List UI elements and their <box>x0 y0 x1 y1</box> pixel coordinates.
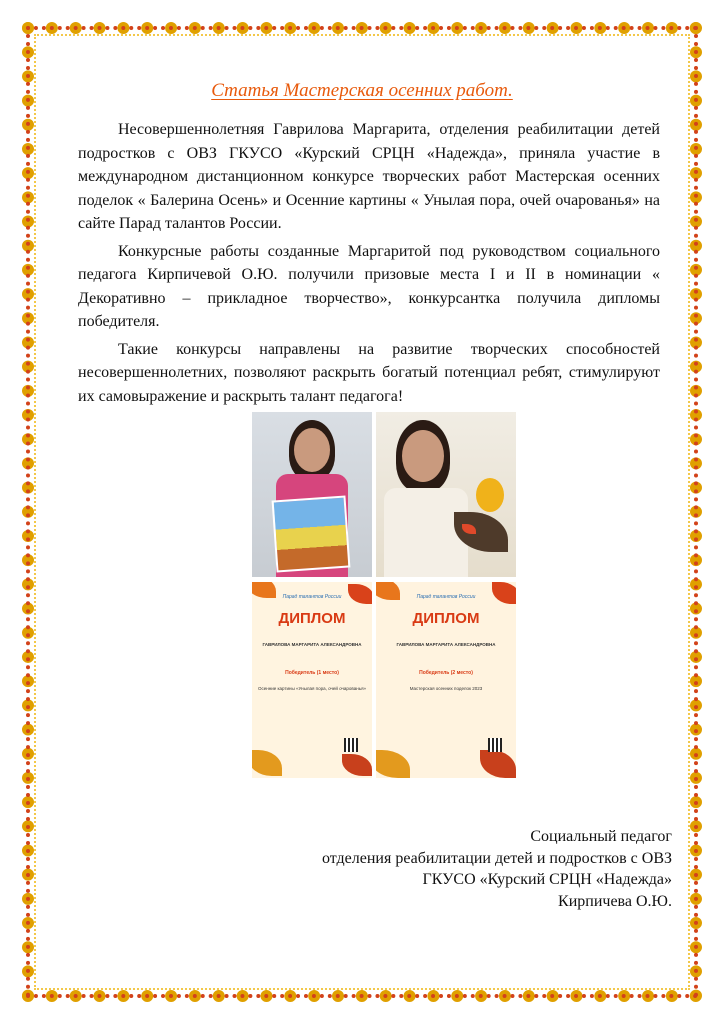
diploma-first-place <box>252 582 372 778</box>
signature-position: Социальный педагог <box>530 828 672 845</box>
diploma-place: Победитель (2 место) <box>419 670 473 676</box>
article-title: Статья Мастерская осенних работ. <box>211 80 513 101</box>
leaf-shape <box>480 750 516 778</box>
photo-collage <box>252 412 516 778</box>
autumn-painting-shape <box>272 496 351 573</box>
diploma-header: Парад талантов России <box>416 594 476 600</box>
paragraph-3: Такие конкурсы направлены на развитие творческих способностей несовершеннолетних, позволяют раскрыть богатый потенциал ребят, стимулируют их самовыражение и раскрыть талант педагога! <box>78 340 660 405</box>
leaf-shape <box>492 582 516 604</box>
signature-name: Кирпичева О.Ю. <box>558 892 672 910</box>
diploma-word: ДИПЛОМ <box>412 610 480 627</box>
article-body <box>78 118 660 408</box>
leaf-shape <box>252 750 282 776</box>
face-shape <box>402 430 444 482</box>
signature-organization: ГКУСО «Курский СРЦН «Надежда» <box>422 871 672 888</box>
diploma-header: Парад талантов России <box>282 594 342 600</box>
qr-code-icon <box>344 738 358 752</box>
diploma-second-place <box>376 582 516 778</box>
signature-block <box>322 826 672 912</box>
diploma-place: Победитель (1 место) <box>285 670 339 676</box>
diploma-contest: Мастерская осенних поделок 2023 <box>409 686 483 691</box>
photo-girl-with-painting <box>252 412 372 577</box>
diploma-word: ДИПЛОМ <box>278 610 346 627</box>
diploma-recipient-name: ГАВРИЛОВА МАРГАРИТА АЛЕКСАНДРОВНА <box>396 642 496 647</box>
qr-code-icon <box>488 738 502 752</box>
diploma-contest: Осенние картины «Унылая пора, очей очарованья» <box>257 686 367 691</box>
face-shape <box>294 428 330 472</box>
diploma-recipient-name: ГАВРИЛОВА МАРГАРИТА АЛЕКСАНДРОВНА <box>262 642 362 647</box>
leaf-shape <box>342 754 372 776</box>
leaf-shape <box>376 750 410 778</box>
paragraph-2: Конкурсные работы созданные Маргаритой под руководством социального педагога Кирпичевой О.Ю. получили призовые места I и II в номинации « Декоративно – прикладное творчество», конкурсантка получила дипломы победителя. <box>78 242 660 330</box>
signature-department: отделения реабилитации детей и подростков с ОВЗ <box>321 849 672 867</box>
photo-girl-with-craft <box>376 412 516 577</box>
craft-yellow-bird-shape <box>476 478 504 512</box>
paragraph-1: Несовершеннолетняя Гаврилова Маргарита, отделения реабилитации детей подростков с ОВЗ ГКУСО «Курский СРЦН «Надежда», приняла участие в международном дистанционном конкурсе творческих работ Мастерская осенних поделок « Балерина Осень» и Осенние картины « Унылая пора, очей очарованья» на сайте Парад талантов России. <box>78 121 660 232</box>
